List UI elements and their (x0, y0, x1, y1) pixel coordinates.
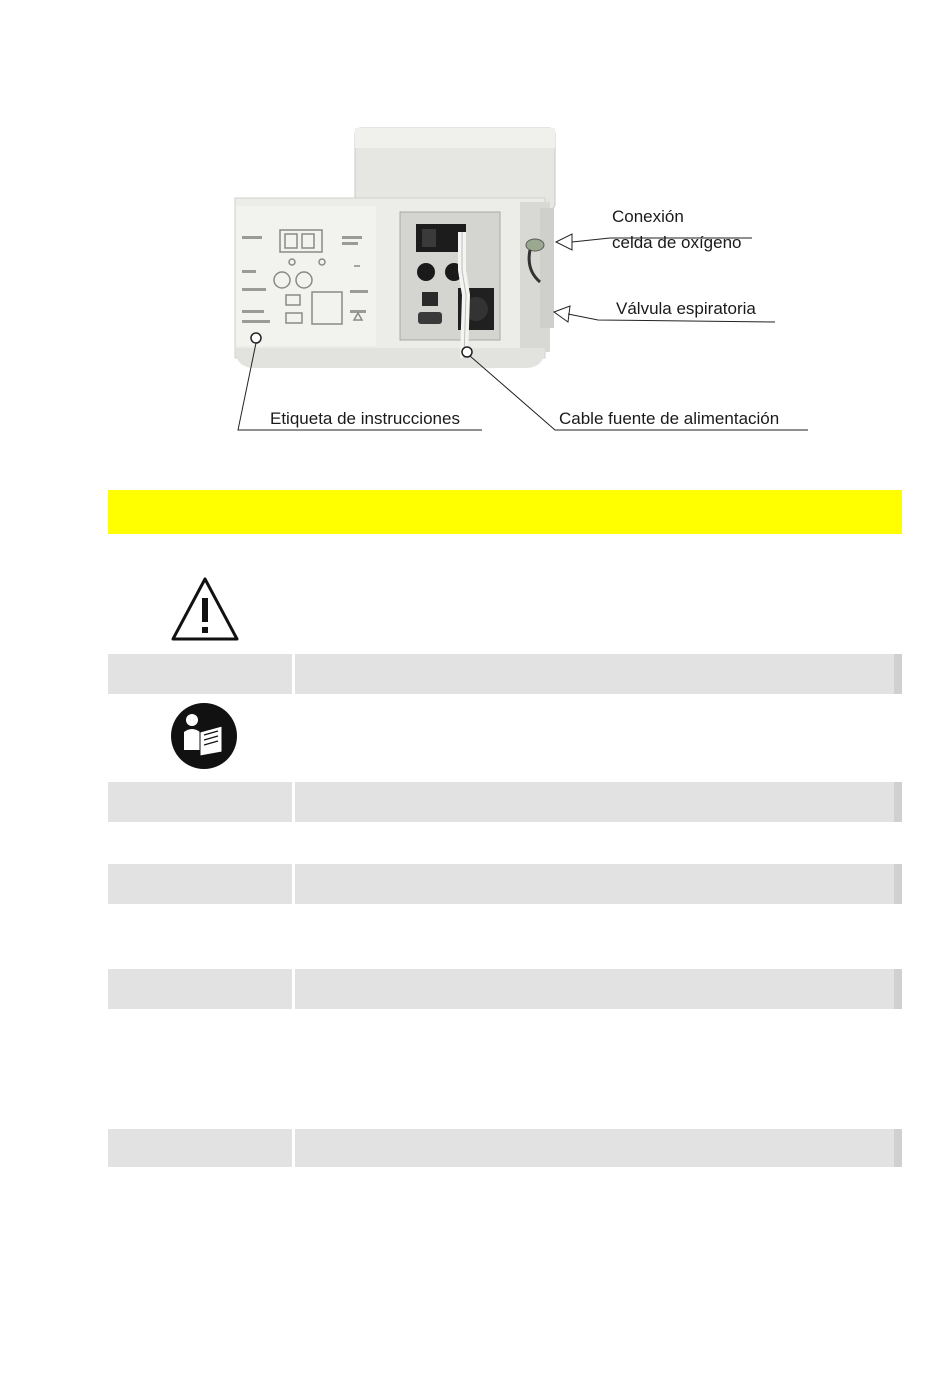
serial-port (418, 312, 442, 324)
callout-instructions-label: Etiqueta de instrucciones (270, 409, 460, 428)
network-port (422, 292, 438, 306)
read-manual-icon (170, 702, 238, 775)
power-cable (462, 232, 466, 358)
table-row (108, 1129, 902, 1167)
table-row (108, 654, 902, 694)
device-rear-panel-photo (230, 120, 820, 438)
oxygen-cell-connector (526, 239, 544, 251)
warning-header-bar (108, 490, 902, 534)
table-row (108, 782, 902, 822)
callout-oxygen-cell-line1: Conexión (612, 207, 684, 226)
callout-power-cable: Cable fuente de alimentación (559, 409, 780, 428)
warning-triangle-icon (170, 576, 240, 647)
socket-left (417, 263, 435, 281)
table-row (108, 969, 902, 1009)
instruction-label-area (236, 206, 376, 346)
table-row (108, 864, 902, 904)
callout-expiratory-valve: Válvula espiratoria (616, 299, 756, 318)
callout-oxygen-cell-line2: celda de oxígeno (612, 233, 742, 252)
